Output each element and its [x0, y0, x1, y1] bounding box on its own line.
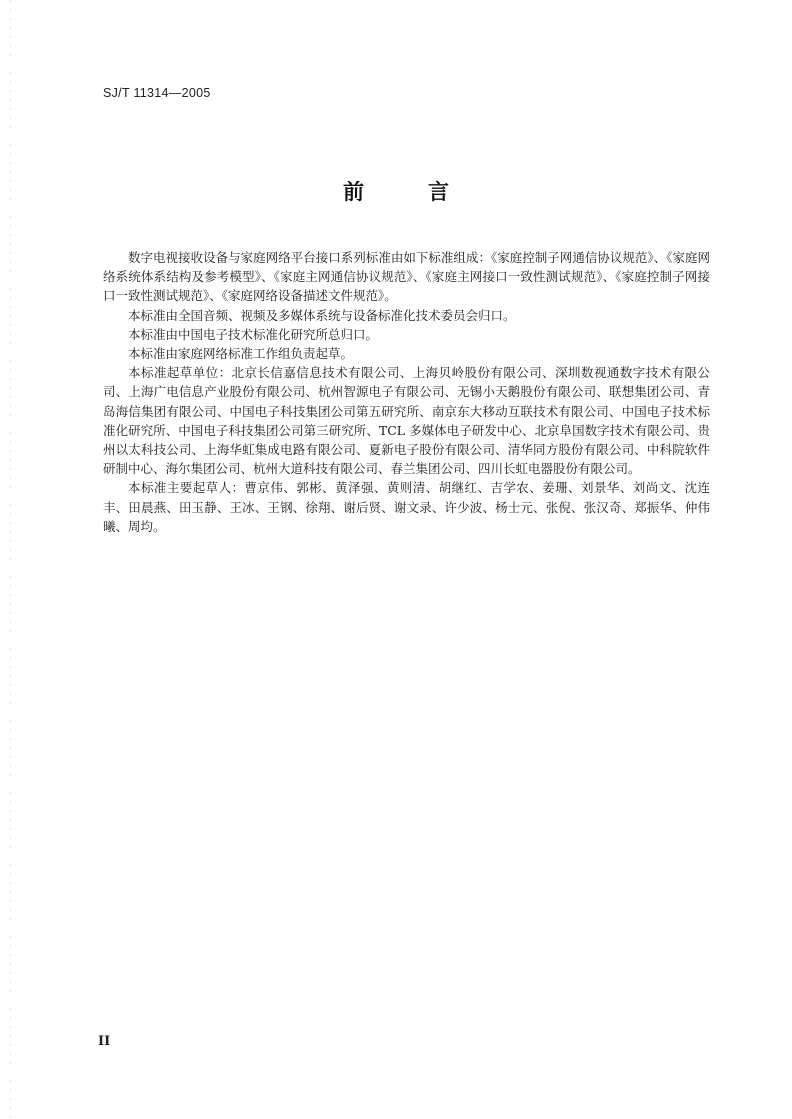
- page-title: 前言: [343, 180, 513, 204]
- scan-edge-artifact: [10, 0, 11, 1119]
- page-number: II: [98, 1034, 111, 1049]
- standard-code: SJ/T 11314—2005: [103, 86, 211, 100]
- paragraph-institute: 本标准由中国电子技术标准化研究所总归口。: [128, 326, 379, 342]
- paragraph-drafting-units: 本标准起草单位：北京长信嘉信息技术有限公司、上海贝岭股份有限公司、深圳数视通数字技术有限公司、上海广电信息产业股份有限公司、杭州智源电子有限公司、无锡小天鹅股份有限公司、联想集团公司、青岛海信集团有限公司、中国电子科技集团公司第五研究所、南京东大移动互联技术有限公司、中国电子技术标准化研究所、中国电子科技集团公司第三研究所、TCL 多媒体电子研发中心、北京阜国数字技术有限公司、贵州以太科技公司、上海华虹集成电路有限公司、夏新电子股份有限公司、清华同方股份有限公司、中科院软件研制中心、海尔集团公司、杭州大道科技有限公司、春兰集团公司、四川长虹电器股份有限公司。: [103, 365, 710, 477]
- paragraph-drafters: 本标准主要起草人：曹京伟、郭彬、黄泽强、黄则清、胡继红、吉学农、姜珊、刘景华、刘尚文、沈连丰、田晨燕、田玉静、王冰、王钢、徐翔、谢后贤、谢文录、许少波、杨士元、张倪、张汉奇、郑振华、仲伟曦、周均。: [103, 480, 710, 534]
- paragraph-committee: 本标准由全国音频、视频及多媒体系统与设备标准化技术委员会归口。: [128, 307, 516, 323]
- paragraph-working-group: 本标准由家庭网络标准工作组负责起草。: [128, 346, 354, 362]
- foreword-body: [103, 248, 710, 536]
- paragraph-series-composition: 数字电视接收设备与家庭网络平台接口系列标准由如下标准组成：《家庭控制子网通信协议规范》、《家庭网络系统体系结构及参考模型》、《家庭主网通信协议规范》、《家庭主网接口一致性测试规范》、《家庭控制子网接口一致性测试规范》、《家庭网络设备描述文件规范》。: [103, 250, 710, 304]
